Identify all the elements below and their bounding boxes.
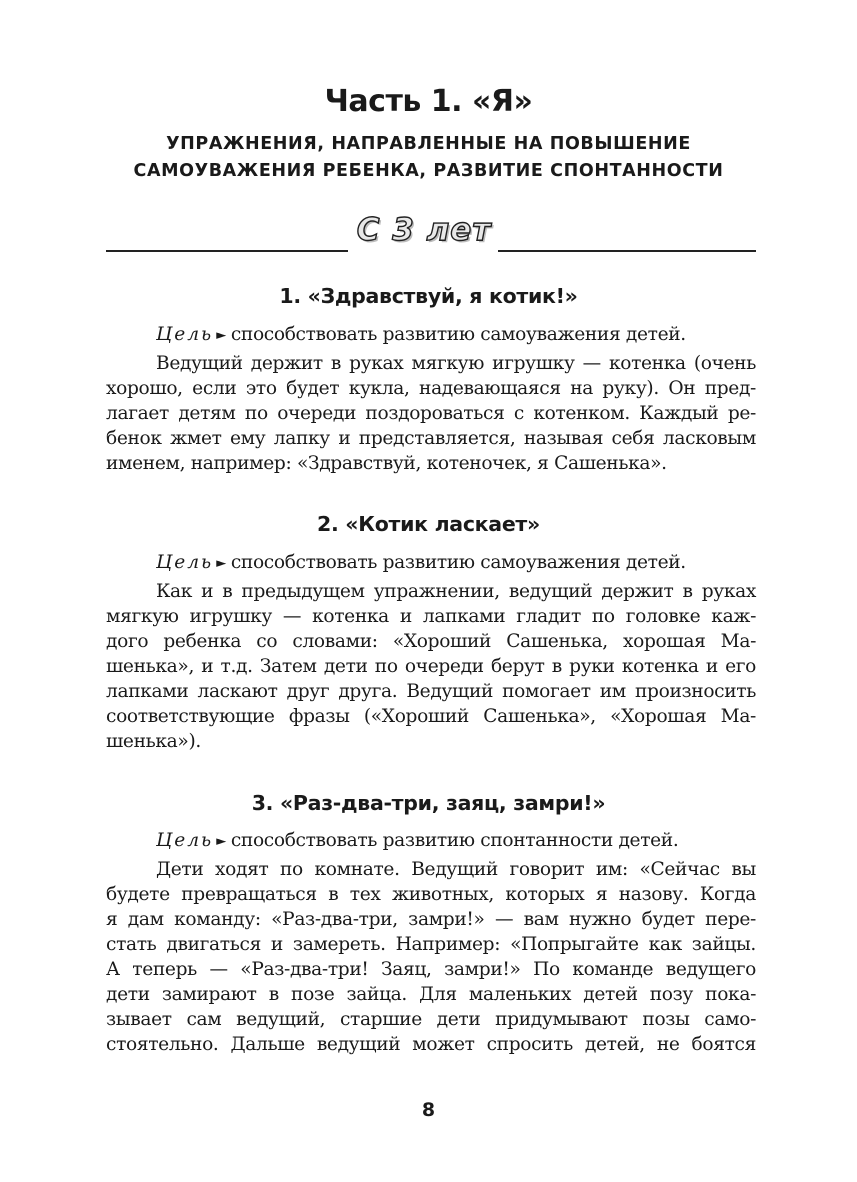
text-line: стать двигаться и замереть. Например: «Попрыгайте как зайцы. <box>106 934 756 955</box>
goal-text: способствовать развитию спонтанности детей. <box>230 830 679 851</box>
age-label: С 3 лет <box>356 212 492 248</box>
triangle-arrow-icon: ► <box>216 328 226 343</box>
goal-label: Цель <box>156 830 214 851</box>
divider-line-right <box>498 250 756 252</box>
text-line: дети замирают в позе зайца. Для маленьких детей позу пока- <box>106 984 756 1005</box>
triangle-arrow-icon: ► <box>216 556 226 571</box>
part-subtitle-line: САМОУВАЖЕНИЯ РЕБЕНКА, РАЗВИТИЕ СПОНТАННОСТИ <box>133 161 724 181</box>
exercise-title: 3. «Раз-два-три, заяц, замри!» <box>251 791 606 815</box>
triangle-arrow-icon: ► <box>216 834 226 849</box>
text-line: А теперь — «Раз-два-три! Заяц, замри!» По команде ведущего <box>106 959 756 980</box>
text-line: я дам команду: «Раз-два-три, замри!» — вам нужно будет пере- <box>106 909 756 930</box>
exercise-goal <box>156 322 756 348</box>
text-line: стоятельно. Дальше ведущий может спросить детей, не боятся <box>106 1034 756 1055</box>
text-line: шенька», и т.д. Затем дети по очереди берут в руки котенка и его <box>106 656 756 677</box>
text-line: соответствующие фразы («Хороший Сашенька», «Хорошая Ма- <box>106 706 756 727</box>
part-subtitle-line: УПРАЖНЕНИЯ, НАПРАВЛЕННЫЕ НА ПОВЫШЕНИЕ <box>166 134 691 154</box>
text-line: шенька»). <box>106 731 201 752</box>
part-title: Часть 1. «Я» <box>324 84 533 119</box>
exercise-title: 1. «Здравствуй, я котик!» <box>279 284 578 308</box>
divider-line-left <box>106 250 348 252</box>
text-line: мягкую игрушку — котенка и лапками гладит по головке каж- <box>106 606 756 627</box>
exercise-goal <box>156 550 756 576</box>
text-line: лагает детям по очереди поздороваться с котенком. Каждый ре- <box>106 403 756 424</box>
goal-text: способствовать развитию самоуважения детей. <box>230 552 686 573</box>
page-number: 8 <box>421 1099 436 1121</box>
text-line: хорошо, если это будет кукла, надевающаяся на руку). Он пред- <box>106 378 756 399</box>
text-line: именем, например: «Здравствуй, котеночек, я Сашенька». <box>106 453 667 474</box>
text-line: будете превращаться в тех животных, которых я назову. Когда <box>106 884 756 905</box>
exercise-goal <box>156 828 756 854</box>
exercise-description <box>106 351 756 476</box>
part-subtitle <box>0 131 857 185</box>
goal-label: Цель <box>156 324 214 345</box>
text-line: зывает сам ведущий, старшие дети придумывают позы само- <box>106 1009 756 1030</box>
text-line: лапками ласкают друг друга. Ведущий помогает им произносить <box>106 681 756 702</box>
goal-label: Цель <box>156 552 214 573</box>
text-line: Дети ходят по комнате. Ведущий говорит им: «Сейчас вы <box>156 859 756 880</box>
text-line: бенок жмет ему лапку и представляется, называя себя ласковым <box>106 428 756 449</box>
exercise-title: 2. «Котик ласкает» <box>317 512 540 536</box>
text-line: Ведущий держит в руках мягкую игрушку — котенка (очень <box>156 353 756 374</box>
goal-text: способствовать развитию самоуважения детей. <box>230 324 686 345</box>
text-line: дого ребенка со словами: «Хороший Сашенька, хорошая Ма- <box>106 631 756 652</box>
age-section-header <box>106 212 756 258</box>
exercise-description <box>106 579 756 754</box>
text-line: Как и в предыдущем упражнении, ведущий держит в руках <box>156 581 756 602</box>
exercise-description <box>106 857 756 1057</box>
